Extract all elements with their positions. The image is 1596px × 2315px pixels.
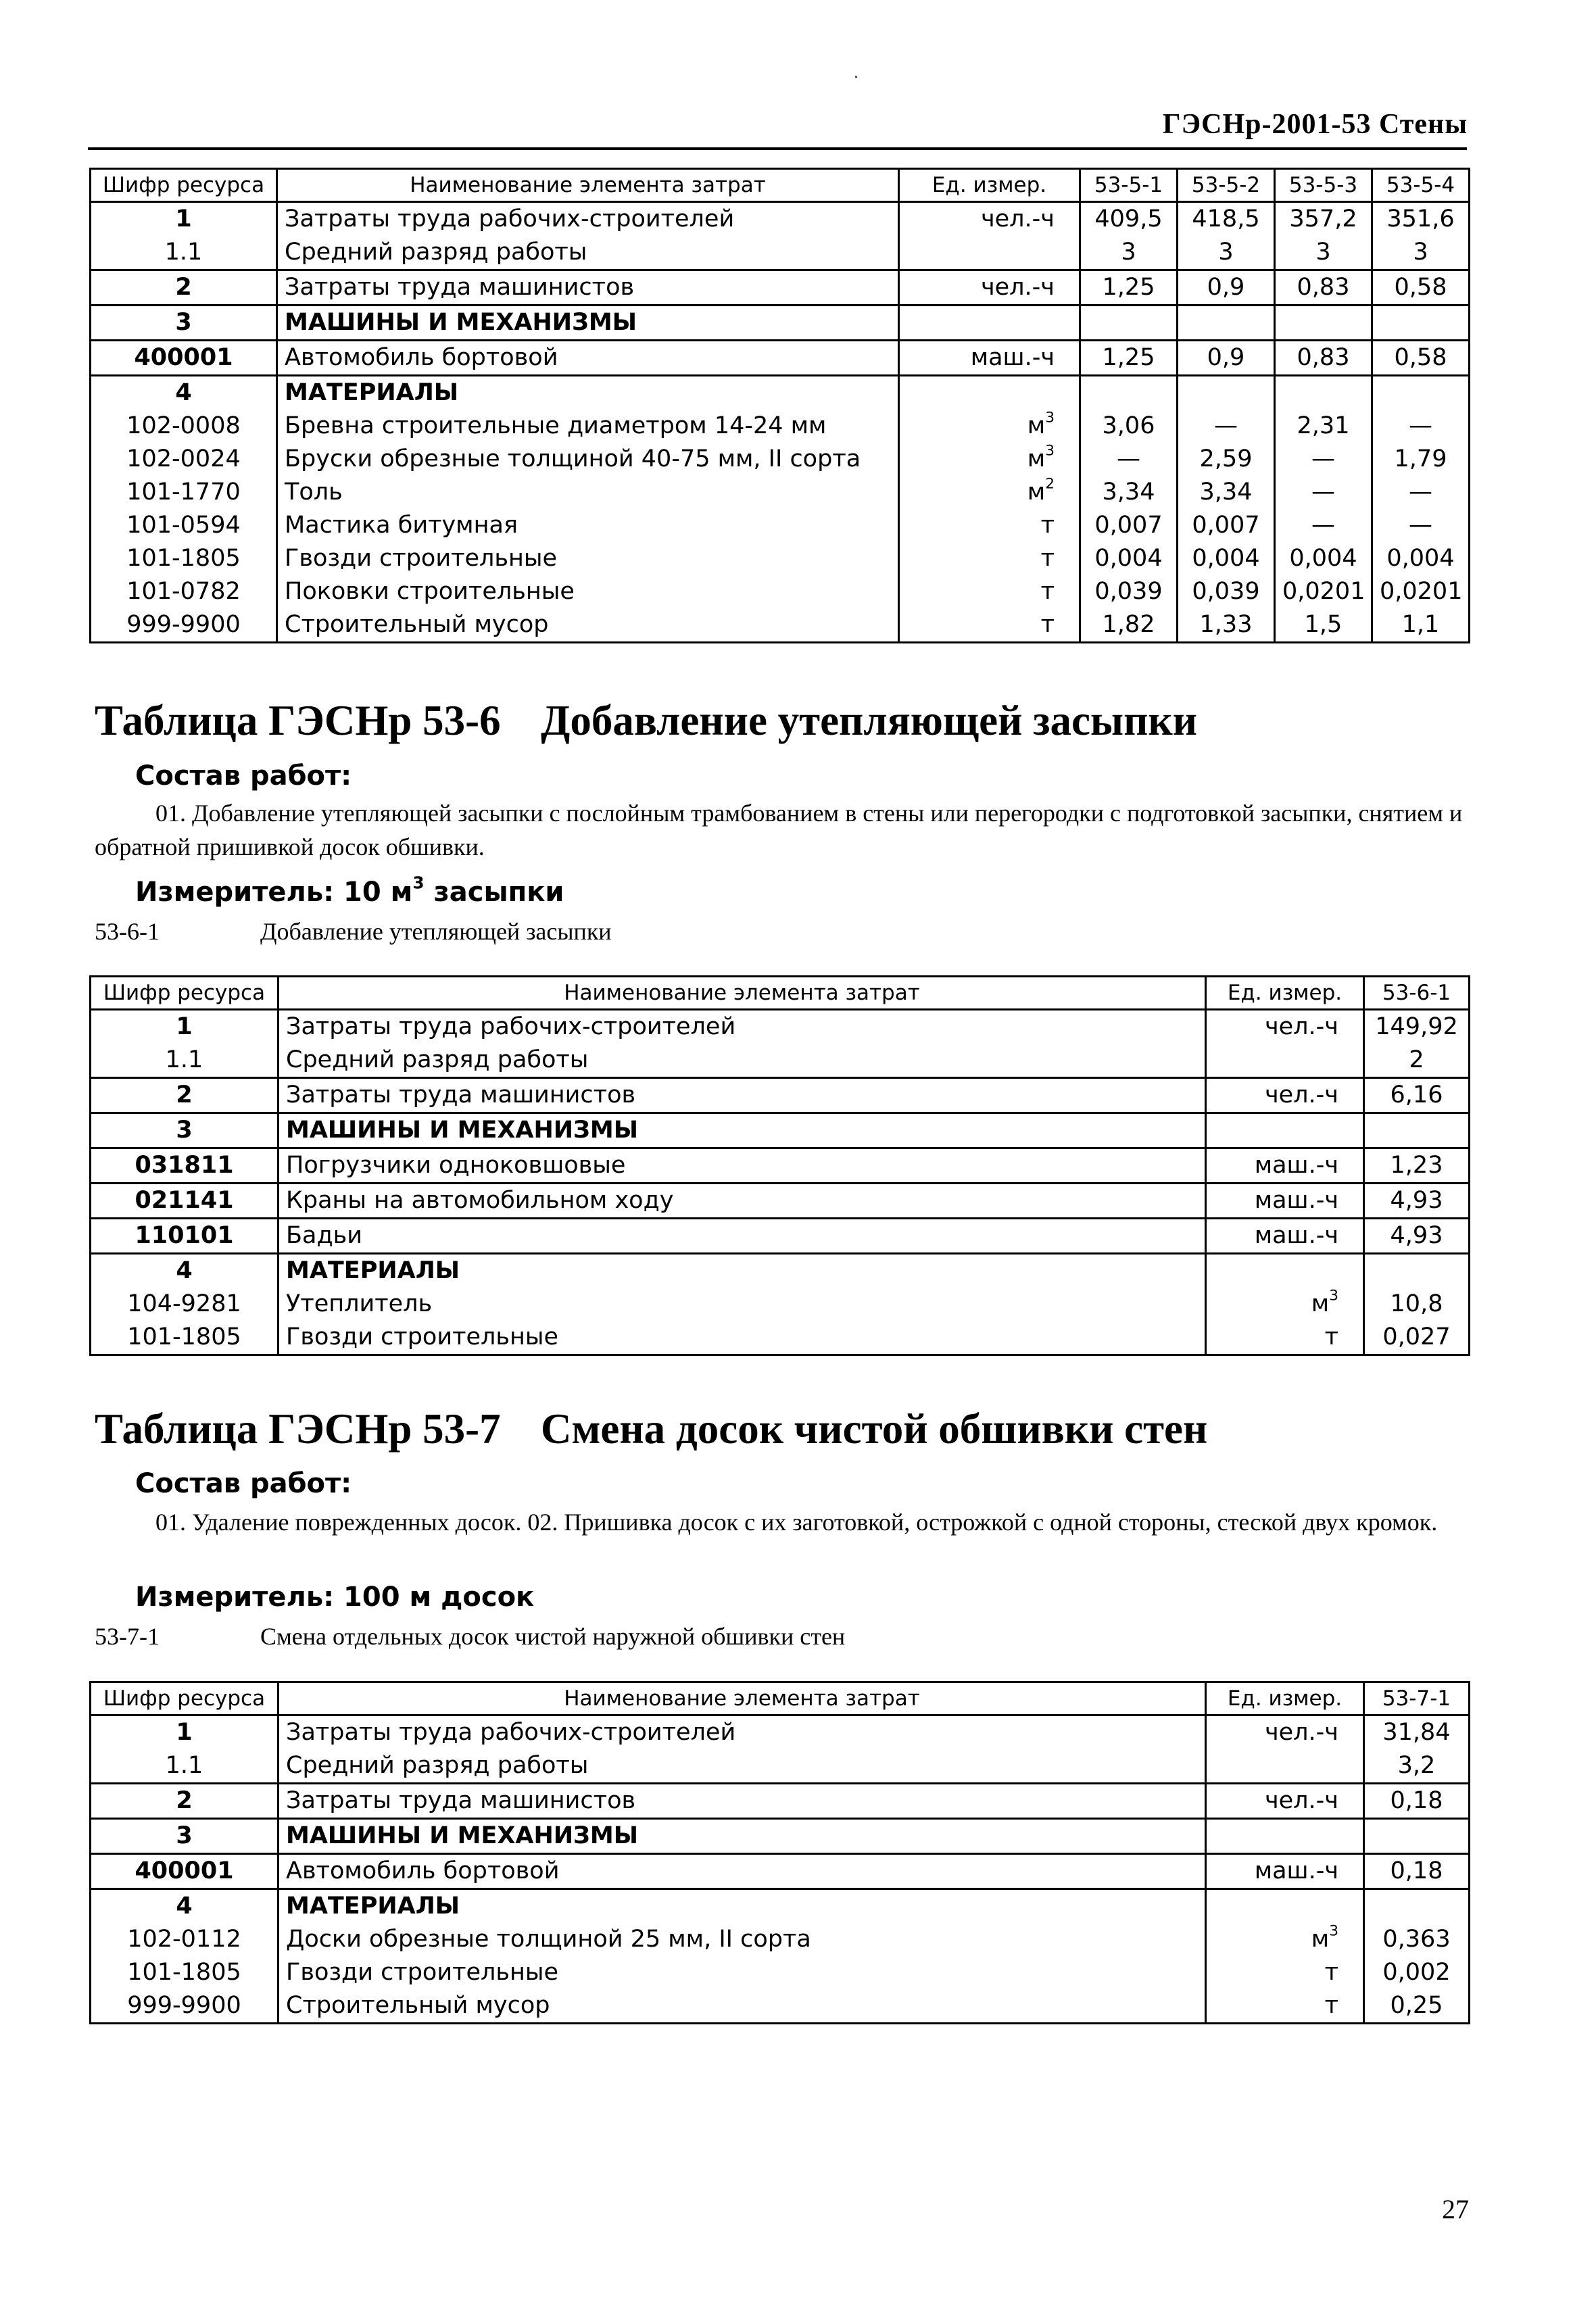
unit-text: т	[1040, 578, 1055, 605]
resource-unit	[1206, 1819, 1364, 1854]
resource-name: Затраты труда машинистов	[279, 1784, 1206, 1819]
resource-value	[1364, 1113, 1470, 1148]
resource-code: 4	[91, 1254, 279, 1288]
resource-value: 1,1	[1372, 608, 1470, 643]
resource-value: —	[1372, 509, 1470, 542]
table-header-row	[91, 1682, 1470, 1715]
resource-value: 3	[1372, 236, 1470, 270]
resource-value: 0,007	[1080, 509, 1178, 542]
resource-code: 104-9281	[91, 1288, 279, 1321]
work-name-53-6-1: Добавление утепляющей засыпки	[260, 918, 612, 945]
table-row	[91, 1113, 1470, 1148]
resource-code: 2	[91, 270, 277, 306]
resource-code: 3	[91, 306, 277, 341]
resource-code: 400001	[91, 341, 277, 376]
resource-unit	[1206, 1148, 1364, 1184]
column-header-53-6-1: 53-6-1	[1364, 977, 1470, 1010]
resource-value: 1,25	[1080, 341, 1178, 376]
meter-suffix: засыпки	[424, 877, 564, 908]
column-header-unit: Ед. измер.	[1206, 1682, 1364, 1715]
resource-value: 0,004	[1372, 542, 1470, 575]
resource-code: 999-9900	[91, 1989, 279, 2024]
resource-value: 357,2	[1275, 202, 1372, 237]
resource-value: 3	[1178, 236, 1275, 270]
resource-value	[1364, 1254, 1470, 1288]
resource-unit	[899, 476, 1080, 509]
resource-unit	[1206, 1956, 1364, 1989]
resource-code: 101-1805	[91, 542, 277, 575]
work-name-53-7-1: Смена отдельных досок чистой наружной обшивки стен	[260, 1623, 846, 1650]
resource-name: Строительный мусор	[279, 1989, 1206, 2024]
header-rule	[88, 147, 1467, 150]
table-row	[91, 509, 1470, 542]
unit-text: чел.-ч	[1264, 1081, 1338, 1108]
resource-name: Строительный мусор	[277, 608, 899, 643]
resource-value: 10,8	[1364, 1288, 1470, 1321]
resource-code: 1	[91, 202, 277, 237]
resource-code: 1	[91, 1010, 279, 1044]
resource-table-53-5	[89, 168, 1470, 643]
resource-name: Средний разряд работы	[277, 236, 899, 270]
unit-text: чел.-ч	[980, 205, 1055, 233]
table-row	[91, 1148, 1470, 1184]
unit-text: м	[1311, 1926, 1330, 1953]
resource-unit	[1206, 1288, 1364, 1321]
table-row	[91, 306, 1470, 341]
resource-value: 0,58	[1372, 270, 1470, 306]
resource-name: Затраты труда рабочих-строителей	[279, 1715, 1206, 1750]
table-row	[91, 1889, 1470, 1924]
resource-unit	[1206, 1889, 1364, 1924]
unit-text: т	[1040, 512, 1055, 539]
table-name-53-7: Смена досок чистой обшивки стен	[541, 1405, 1208, 1453]
resource-value: 0,004	[1275, 542, 1372, 575]
resource-name: Бревна строительные диаметром 14-24 мм	[277, 410, 899, 443]
resource-name: Мастика битумная	[277, 509, 899, 542]
resource-value: 1,33	[1178, 608, 1275, 643]
table-name-53-6: Добавление утепляющей засыпки	[541, 697, 1197, 744]
unit-text: чел.-ч	[1264, 1013, 1338, 1040]
resource-value: —	[1275, 476, 1372, 509]
resource-value: 31,84	[1364, 1715, 1470, 1750]
table-title-53-7: Таблица ГЭСНр 53-7	[95, 1405, 501, 1453]
resource-value: 0,004	[1178, 542, 1275, 575]
resource-value: 4,93	[1364, 1219, 1470, 1254]
resource-name: Бруски обрезные толщиной 40-75 мм, II сорта	[277, 443, 899, 476]
resource-value	[1372, 376, 1470, 410]
resource-value: 0,039	[1178, 575, 1275, 608]
resource-code: 3	[91, 1113, 279, 1148]
resource-name: Бадьи	[279, 1219, 1206, 1254]
resource-unit	[899, 575, 1080, 608]
resource-code: 101-1805	[91, 1956, 279, 1989]
meter-53-7: Измеритель: 100 м досок	[135, 1582, 535, 1613]
column-header-53-7-1: 53-7-1	[1364, 1682, 1470, 1715]
resource-unit	[1206, 1113, 1364, 1148]
resource-code: 1.1	[91, 1044, 279, 1078]
resource-unit	[1206, 1989, 1364, 2024]
work-code-53-6-1: 53-6-1	[95, 918, 160, 945]
resource-name: МАШИНЫ И МЕХАНИЗМЫ	[279, 1819, 1206, 1854]
resource-name: МАТЕРИАЛЫ	[277, 376, 899, 410]
table-row	[91, 1854, 1470, 1889]
resource-value: —	[1275, 509, 1372, 542]
resource-code: 400001	[91, 1854, 279, 1889]
resource-value	[1372, 306, 1470, 341]
column-header-name: Наименование элемента затрат	[279, 977, 1206, 1010]
resource-name: Затраты труда рабочих-строителей	[279, 1010, 1206, 1044]
table-row	[91, 341, 1470, 376]
unit-text: т	[1324, 1992, 1338, 2019]
resource-value	[1364, 1889, 1470, 1924]
resource-value	[1275, 306, 1372, 341]
resource-value: 418,5	[1178, 202, 1275, 237]
resource-value: 0,83	[1275, 341, 1372, 376]
resource-code: 3	[91, 1819, 279, 1854]
unit-text: маш.-ч	[1254, 1152, 1338, 1179]
resource-code: 031811	[91, 1148, 279, 1184]
resource-value: 0,58	[1372, 341, 1470, 376]
resource-code: 4	[91, 1889, 279, 1924]
composition-text-53-6: 01. Добавление утепляющей засыпки с послойным трамбованием в стены или перегородки с подготовкой засыпки, снятием и обратной пришивкой досок обшивки.	[95, 800, 1463, 860]
resource-name: Толь	[277, 476, 899, 509]
resource-name: МАШИНЫ И МЕХАНИЗМЫ	[277, 306, 899, 341]
resource-name: Гвозди строительные	[279, 1321, 1206, 1355]
table-row	[91, 575, 1470, 608]
resource-code: 1.1	[91, 236, 277, 270]
resource-name: Автомобиль бортовой	[277, 341, 899, 376]
resource-value: 0,25	[1364, 1989, 1470, 2024]
column-header-name: Наименование элемента затрат	[277, 169, 899, 202]
resource-value: 3,34	[1080, 476, 1178, 509]
resource-unit	[1206, 1044, 1364, 1078]
resource-unit	[1206, 1078, 1364, 1113]
table-row	[91, 476, 1470, 509]
table-row	[91, 1989, 1470, 2024]
unit-text: т	[1040, 611, 1055, 638]
resource-name: Поковки строительные	[277, 575, 899, 608]
resource-value: 0,002	[1364, 1956, 1470, 1989]
page-number: 27	[1442, 2194, 1469, 2224]
column-header-53-5-1: 53-5-1	[1080, 169, 1178, 202]
resource-code: 2	[91, 1078, 279, 1113]
resource-code: 102-0008	[91, 410, 277, 443]
resource-unit	[899, 270, 1080, 306]
table-row	[91, 1219, 1470, 1254]
resource-value: 3,34	[1178, 476, 1275, 509]
resource-code: 110101	[91, 1219, 279, 1254]
resource-unit	[899, 410, 1080, 443]
table-header-row	[91, 977, 1470, 1010]
unit-text: т	[1040, 545, 1055, 572]
resource-value: 1,5	[1275, 608, 1372, 643]
resource-name: Гвозди строительные	[277, 542, 899, 575]
table-row	[91, 1288, 1470, 1321]
resource-unit	[899, 376, 1080, 410]
resource-unit	[899, 509, 1080, 542]
resource-value: —	[1178, 410, 1275, 443]
table-row	[91, 542, 1470, 575]
resource-value	[1080, 306, 1178, 341]
meter-53-6	[135, 873, 564, 908]
resource-value: 3,06	[1080, 410, 1178, 443]
resource-value	[1275, 376, 1372, 410]
composition-text-53-7: 01. Удаление поврежденных досок. 02. Пришивка досок с их заготовкой, острожкой с одной стороны, стеской двух кромок.	[155, 1509, 1438, 1536]
unit-text: маш.-ч	[1254, 1222, 1338, 1249]
table-row	[91, 1078, 1470, 1113]
table-row	[91, 410, 1470, 443]
table-row	[91, 202, 1470, 237]
table-row	[91, 1819, 1470, 1854]
resource-value: 1,82	[1080, 608, 1178, 643]
unit-exponent: 3	[1045, 443, 1055, 460]
resource-value: 0,363	[1364, 1923, 1470, 1956]
resource-value: 4,93	[1364, 1184, 1470, 1219]
table-row	[91, 608, 1470, 643]
resource-value: 0,0201	[1372, 575, 1470, 608]
resource-name: Краны на автомобильном ходу	[279, 1184, 1206, 1219]
table-title-53-6: Таблица ГЭСНр 53-6	[95, 697, 501, 744]
column-header-name: Наименование элемента затрат	[279, 1682, 1206, 1715]
unit-text: т	[1324, 1959, 1338, 1986]
resource-value: 0,0201	[1275, 575, 1372, 608]
resource-name: Затраты труда машинистов	[277, 270, 899, 306]
resource-code: 1.1	[91, 1749, 279, 1784]
table-row	[91, 1010, 1470, 1044]
column-header-unit: Ед. измер.	[1206, 977, 1364, 1010]
resource-name: Погрузчики одноковшовые	[279, 1148, 1206, 1184]
resource-unit	[1206, 1184, 1364, 1219]
table-header-row	[91, 169, 1470, 202]
resource-name: Доски обрезные толщиной 25 мм, II сорта	[279, 1923, 1206, 1956]
column-header-unit: Ед. измер.	[899, 169, 1080, 202]
table-row	[91, 1254, 1470, 1288]
resource-value: 0,18	[1364, 1784, 1470, 1819]
resource-value: 0,039	[1080, 575, 1178, 608]
resource-value: 0,007	[1178, 509, 1275, 542]
unit-exponent: 3	[1045, 410, 1055, 427]
resource-unit	[899, 306, 1080, 341]
resource-value: 6,16	[1364, 1078, 1470, 1113]
resource-unit	[899, 443, 1080, 476]
resource-value: 0,9	[1178, 341, 1275, 376]
unit-text: м	[1027, 412, 1046, 439]
unit-text: маш.-ч	[970, 344, 1055, 371]
resource-value: 2,31	[1275, 410, 1372, 443]
resource-value: 1,25	[1080, 270, 1178, 306]
resource-name: МАТЕРИАЛЫ	[279, 1889, 1206, 1924]
unit-text: чел.-ч	[980, 274, 1055, 301]
resource-value	[1178, 306, 1275, 341]
resource-name: МАШИНЫ И МЕХАНИЗМЫ	[279, 1113, 1206, 1148]
resource-value: 409,5	[1080, 202, 1178, 237]
resource-unit	[1206, 1254, 1364, 1288]
resource-unit	[1206, 1923, 1364, 1956]
column-header-code: Шифр ресурса	[91, 169, 277, 202]
resource-value: 1,79	[1372, 443, 1470, 476]
table-row	[91, 443, 1470, 476]
column-header-code: Шифр ресурса	[91, 1682, 279, 1715]
resource-value: 149,92	[1364, 1010, 1470, 1044]
column-header-53-5-4: 53-5-4	[1372, 169, 1470, 202]
column-header-53-5-2: 53-5-2	[1178, 169, 1275, 202]
resource-unit	[1206, 1784, 1364, 1819]
resource-value: 2	[1364, 1044, 1470, 1078]
unit-exponent: 2	[1045, 476, 1055, 493]
resource-name: МАТЕРИАЛЫ	[279, 1254, 1206, 1288]
resource-code: 102-0112	[91, 1923, 279, 1956]
resource-value	[1364, 1819, 1470, 1854]
resource-unit	[899, 236, 1080, 270]
unit-text: м	[1311, 1290, 1330, 1317]
meter-sup: 3	[412, 873, 425, 893]
column-header-53-5-3: 53-5-3	[1275, 169, 1372, 202]
column-header-code: Шифр ресурса	[91, 977, 279, 1010]
resource-value: 2,59	[1178, 443, 1275, 476]
table-row	[91, 1184, 1470, 1219]
resource-code: 2	[91, 1784, 279, 1819]
resource-name: Затраты труда рабочих-строителей	[277, 202, 899, 237]
resource-name: Средний разряд работы	[279, 1044, 1206, 1078]
resource-value: —	[1275, 443, 1372, 476]
table-row	[91, 236, 1470, 270]
resource-table-53-7	[89, 1681, 1470, 2024]
resource-unit	[899, 341, 1080, 376]
resource-value: 3	[1080, 236, 1178, 270]
resource-code: 102-0024	[91, 443, 277, 476]
resource-code: 999-9900	[91, 608, 277, 643]
resource-value: 0,83	[1275, 270, 1372, 306]
resource-code: 101-0594	[91, 509, 277, 542]
meter-label: Измеритель: 10 м	[135, 877, 413, 908]
resource-value: —	[1372, 410, 1470, 443]
unit-text: т	[1324, 1323, 1338, 1350]
resource-value: 0,18	[1364, 1854, 1470, 1889]
resource-unit	[1206, 1854, 1364, 1889]
resource-code: 4	[91, 376, 277, 410]
resource-name: Утеплитель	[279, 1288, 1206, 1321]
resource-unit	[1206, 1715, 1364, 1750]
work-code-53-7-1: 53-7-1	[95, 1623, 160, 1650]
unit-exponent: 3	[1329, 1288, 1338, 1305]
resource-code: 101-1805	[91, 1321, 279, 1355]
resource-value: 3,2	[1364, 1749, 1470, 1784]
table-row	[91, 270, 1470, 306]
resource-value: 0,9	[1178, 270, 1275, 306]
composition-heading-53-7: Состав работ:	[135, 1468, 352, 1499]
resource-value: 3	[1275, 236, 1372, 270]
resource-unit	[899, 608, 1080, 643]
resource-value: —	[1080, 443, 1178, 476]
table-row	[91, 1321, 1470, 1355]
unit-text: чел.-ч	[1264, 1719, 1338, 1746]
resource-unit	[899, 202, 1080, 237]
unit-text: м	[1027, 479, 1046, 506]
resource-code: 021141	[91, 1184, 279, 1219]
running-header: ГЭСНр-2001-53 Стены	[1162, 109, 1468, 140]
unit-text: чел.-ч	[1264, 1787, 1338, 1814]
resource-name: Затраты труда машинистов	[279, 1078, 1206, 1113]
table-row	[91, 1923, 1470, 1956]
resource-name: Гвозди строительные	[279, 1956, 1206, 1989]
composition-heading-53-6: Состав работ:	[135, 760, 352, 791]
resource-value: 351,6	[1372, 202, 1470, 237]
resource-value: 1,23	[1364, 1148, 1470, 1184]
table-row	[91, 1784, 1470, 1819]
resource-value: —	[1372, 476, 1470, 509]
resource-unit	[1206, 1749, 1364, 1784]
unit-text: м	[1027, 445, 1046, 472]
unit-text: маш.-ч	[1254, 1857, 1338, 1884]
table-row	[91, 1749, 1470, 1784]
resource-name: Автомобиль бортовой	[279, 1854, 1206, 1889]
unit-exponent: 3	[1329, 1923, 1338, 1940]
resource-code: 101-1770	[91, 476, 277, 509]
resource-unit	[1206, 1010, 1364, 1044]
resource-unit	[1206, 1321, 1364, 1355]
scan-speck	[855, 76, 857, 78]
table-row	[91, 1044, 1470, 1078]
table-row	[91, 376, 1470, 410]
resource-value: 0,004	[1080, 542, 1178, 575]
resource-table-53-6	[89, 975, 1470, 1356]
resource-unit	[899, 542, 1080, 575]
resource-code: 101-0782	[91, 575, 277, 608]
table-row	[91, 1956, 1470, 1989]
table-row	[91, 1715, 1470, 1750]
resource-value	[1178, 376, 1275, 410]
resource-unit	[1206, 1219, 1364, 1254]
resource-name: Средний разряд работы	[279, 1749, 1206, 1784]
unit-text: маш.-ч	[1254, 1187, 1338, 1214]
resource-value	[1080, 376, 1178, 410]
resource-code: 1	[91, 1715, 279, 1750]
resource-value: 0,027	[1364, 1321, 1470, 1355]
